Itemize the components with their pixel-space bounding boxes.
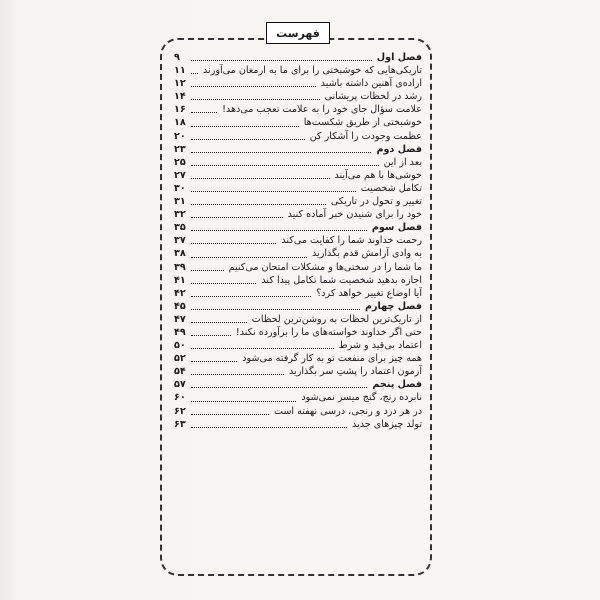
toc-page-number: ۲۳ [174,143,186,155]
toc-entry-label: اراده‌ی آهنین داشته باشید [320,78,422,90]
toc-title [266,22,330,44]
dot-leader [191,270,224,271]
toc-entry-row [174,195,422,208]
dot-leader [191,60,372,61]
dot-leader [191,361,237,362]
toc-page-number: ۱۴ [174,91,186,103]
dot-leader [191,322,247,323]
toc-page-number: ۲۵ [174,156,186,168]
toc-entry-label: به وادی آرامش قدم بگذارید [312,248,422,260]
toc-entry-label: تکامل شخصیت [360,182,422,194]
toc-entry-label: تولد چیزهای جدید [352,418,422,430]
toc-page-number: ۵۰ [174,340,186,352]
toc-page-number: ۴۷ [174,313,186,325]
toc-entry-label: آزمون اعتماد را پشتِ سر بگذارید [288,366,422,378]
toc-page-number: ۶۰ [174,392,186,404]
toc-entry-label: بعد از این [383,156,422,168]
toc-entry-row [174,418,422,431]
toc-entry-label: فصل چهارم [364,300,422,312]
dot-leader [191,178,330,179]
toc-page-number: ۴۹ [174,326,186,338]
dot-leader [191,126,299,127]
toc-entry-label: رشد در لحظات پریشانی [324,91,422,103]
dot-leader [191,230,367,231]
toc-entry-label: فصل دوم [376,143,422,155]
toc-chapter-row [174,300,422,313]
toc-entry-label: آیا اوضاع تغییر خواهد کرد؟ [316,287,422,299]
toc-page-number: ۲۰ [174,130,186,142]
toc-entry-label: تغییر و تحول در تاریکی [330,196,422,208]
toc-page-number: ۱۱ [174,65,186,77]
toc-entry-label: علامت سؤال جای خود را به علامت تعجب می‌دهد! [222,104,422,116]
toc-entry-row [174,208,422,221]
dot-leader [191,165,379,166]
toc-entry-label: نابرده رنج، گنج میسر نمی‌شود [301,392,422,404]
toc-page-number: ۱۸ [174,117,186,129]
dot-leader [191,401,296,402]
toc-entry-row [174,77,422,90]
dot-leader [191,112,217,113]
dot-leader [191,152,371,153]
dot-leader [191,204,326,205]
dot-leader [191,414,269,415]
toc-title-text: فهرست [276,26,320,40]
dot-leader [191,191,356,192]
toc-page-number: ۱۶ [174,104,186,116]
toc-entry-row [174,365,422,378]
toc-entry-label: حتی اگر خداوند خواسته‌های ما را برآورده نکند! [235,326,422,338]
toc-entry-row [174,326,422,339]
dot-leader [191,374,284,375]
toc-page-number: ۳۱ [174,196,186,208]
toc-entry-label: فصل اول [376,52,422,63]
toc-entry-row [174,130,422,143]
toc-entry-row [174,405,422,418]
toc-entry-label: خوشبختی از طریق شکست‌ها [303,117,422,129]
toc-page-number: ۲۷ [174,169,186,181]
toc-page-number: ۳۷ [174,235,186,247]
dot-leader [191,387,367,388]
toc-entry-row [174,313,422,326]
toc-entry-row [174,391,422,404]
dot-leader [191,348,334,349]
dot-leader [191,243,276,244]
toc-entry-label: ما شما را در سختی‌ها و مشکلات امتحان می‌کنیم [228,261,422,273]
dot-leader [191,99,320,100]
toc-entry-row [174,90,422,103]
toc-page-number: ۵۲ [174,353,186,365]
toc-entry-row [174,247,422,260]
toc-entry-row [174,103,422,116]
toc-entry-row [174,169,422,182]
dot-leader [191,335,231,336]
toc-entry-label: خود را برای شنیدن خبر آماده کنید [287,209,422,221]
toc-page-number: ۱۲ [174,78,186,90]
dot-leader [191,427,347,428]
toc-entry-label: فصل پنجم [372,379,422,391]
toc-entry-row [174,274,422,287]
toc-entry-row [174,339,422,352]
dot-leader [191,283,256,284]
toc-page-number: ۵۴ [174,366,186,378]
dot-leader [191,86,316,87]
toc-chapter-row [174,51,422,64]
toc-page-number: ۳۹ [174,261,186,273]
toc-entry-row [174,182,422,195]
dot-leader [191,296,311,297]
toc-entry-label: تاریکی‌هایی که خوشبختی را برای ما به ارمغان می‌آورند [203,65,422,77]
toc-entry-label: اجازه بدهید شخصیت شما تکامل پیدا کند [261,274,422,286]
dot-leader [191,217,283,218]
dot-leader [191,139,305,140]
toc-chapter-row [174,221,422,234]
toc-page-number: ۳۰ [174,182,186,194]
toc-page-number: ۳۸ [174,248,186,260]
toc-chapter-row [174,143,422,156]
toc-entry-row [174,116,422,129]
toc-page-number: ۵۷ [174,379,186,391]
toc-page-number: ۳۵ [174,222,186,234]
toc-entry-label: رحمت خداوند شما را کفایت می‌کند [281,235,422,247]
toc-page-number: ۶۲ [174,405,186,417]
toc-entry-label: در هر درد و رنجی، درسی نهفته است [273,405,422,417]
dot-leader [191,73,198,74]
toc-entry-label: فصل سوم [371,222,422,234]
toc-entry-row [174,261,422,274]
toc-entry-row [174,352,422,365]
toc-entry-label: همه چیز برای منفعت تو به کار گرفته می‌شود [242,353,422,365]
toc-entry-row [174,64,422,77]
toc-page-number: ۶۳ [174,418,186,430]
toc-page-number: ۹ [174,52,180,63]
toc-entry-row [174,287,422,300]
toc-entry-label: از تاریک‌ترین لحظات به روشن‌ترین لحظات [251,313,422,325]
toc-page-number: ۳۲ [174,209,186,221]
toc-page-number: ۴۵ [174,300,186,312]
toc-list [174,51,422,431]
toc-chapter-row [174,378,422,391]
toc-entry-label: خوشی‌ها با هم می‌آیند [334,169,422,181]
toc-entry-row [174,234,422,247]
dot-leader [191,309,360,310]
toc-entry-label: اعتماد بی‌قید و شرط [338,340,422,352]
toc-entry-row [174,156,422,169]
toc-entry-label: عظمت وجودت را آشکار کن [309,130,422,142]
toc-page-number: ۴۱ [174,274,186,286]
dot-leader [191,257,307,258]
toc-page-number: ۴۲ [174,287,186,299]
